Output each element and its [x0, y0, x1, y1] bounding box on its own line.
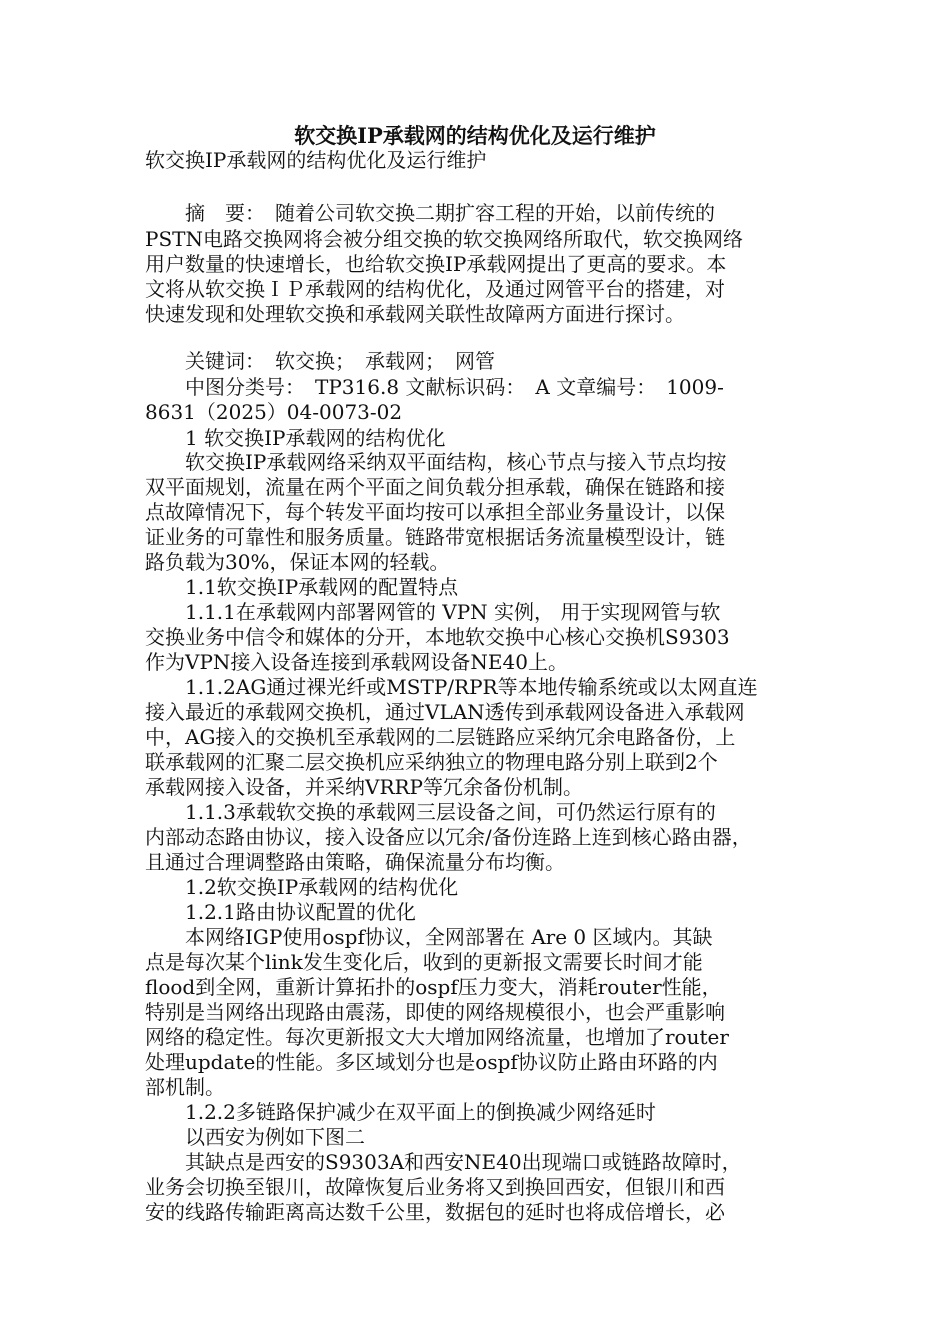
abstract-line: 用户数量的快速增长，也给软交换IP承载网提出了更高的要求。本 — [145, 252, 727, 276]
paragraph-line: 网络的稳定性。每次更新报文大大增加网络流量，也增加了router — [145, 1025, 729, 1049]
paragraph-line: 本网络IGP使用ospf协议，全网部署在 Are 0 区域内。其缺 — [145, 925, 713, 949]
paragraph-line: 证业务的可靠性和服务质量。链路带宽根据话务流量模型设计，链 — [145, 525, 725, 549]
paragraph-line: flood到全网，重新计算拓扑的ospf压力变大，消耗router性能， — [145, 975, 722, 999]
paragraph-line: 软交换IP承载网络采纳双平面结构，核心节点与接入节点均按 — [145, 450, 727, 474]
document-title: 软交换IP承载网的结构优化及运行维护 — [294, 123, 656, 148]
paragraph-line: 且通过合理调整路由策略，确保流量分布均衡。 — [145, 850, 565, 874]
paragraph-line: 交换业务中信令和媒体的分开，本地软交换中心核心交换机S9303 — [145, 625, 730, 649]
abstract-line: PSTN电路交换网将会被分组交换的软交换网络所取代，软交换网络 — [145, 227, 743, 251]
paragraph-line: 点故障情况下，每个转发平面均按可以承担全部业务量设计，以保 — [145, 500, 725, 524]
section-heading: 1.2.1路由协议配置的优化 — [145, 900, 416, 924]
document-subtitle: 软交换IP承载网的结构优化及运行维护 — [145, 148, 487, 172]
classification-line: 8631（2025）04-0073-02 — [145, 400, 403, 424]
paragraph-line: 1.1.2AG通过裸光纤或MSTP/RPR等本地传输系统或以太网直连 — [145, 675, 758, 699]
classification-line: 中图分类号： TP316.8 文献标识码： A 文章编号： 1009- — [145, 375, 724, 399]
section-heading: 1.2.2多链路保护减少在双平面上的倒换减少网络延时 — [145, 1100, 656, 1124]
paragraph-line: 1.1.3承载软交换的承载网三层设备之间，可仍然运行原有的 — [145, 800, 716, 824]
paragraph-line: 接入最近的承载网交换机，通过VLAN透传到承载网设备进入承载网 — [145, 700, 745, 724]
paragraph-line: 1.1.1在承载网内部署网管的 VPN 实例， 用于实现网管与软 — [145, 600, 721, 624]
paragraph-line: 中，AG接入的交换机至承载网的二层链路应采纳冗余电路备份，上 — [145, 725, 736, 749]
paragraph-line: 作为VPN接入设备连接到承载网设备NE40上。 — [145, 650, 568, 674]
abstract-line: 摘 要： 随着公司软交换二期扩容工程的开始，以前传统的 — [145, 201, 715, 225]
paragraph-line: 业务会切换至银川，故障恢复后业务将又到换回西安，但银川和西 — [145, 1175, 725, 1199]
paragraph-line: 部机制。 — [145, 1075, 225, 1099]
abstract-line: 文将从软交换ＩＰ承载网的结构优化，及通过网管平台的搭建，对 — [145, 277, 725, 301]
abstract-line: 快速发现和处理软交换和承载网关联性故障两方面进行探讨。 — [145, 302, 685, 326]
paragraph-line: 双平面规划，流量在两个平面之间负载分担承载，确保在链路和接 — [145, 475, 725, 499]
section-heading: 1 软交换IP承载网的结构优化 — [145, 426, 446, 450]
paragraph-line: 联承载网的汇聚二层交换机应采纳独立的物理电路分别上联到2个 — [145, 750, 718, 774]
paragraph-line: 承载网接入设备，并采纳VRRP等冗余备份机制。 — [145, 775, 584, 799]
paragraph-line: 点是每次某个link发生变化后，收到的更新报文需要长时间才能 — [145, 950, 703, 974]
section-heading: 1.1软交换IP承载网的配置特点 — [145, 575, 459, 599]
paragraph-line: 内部动态路由协议，接入设备应以冗余/备份连路上连到核心路由器， — [145, 825, 752, 849]
paragraph-line: 安的线路传输距离高达数千公里，数据包的延时也将成倍增长，必 — [145, 1200, 725, 1224]
section-heading: 1.2软交换IP承载网的结构优化 — [145, 875, 459, 899]
keywords-line: 关键词： 软交换； 承载网； 网管 — [145, 349, 495, 373]
paragraph-line: 以西安为例如下图二 — [145, 1125, 365, 1149]
paragraph-line: 路负载为30%，保证本网的轻载。 — [145, 550, 450, 574]
paragraph-line: 处理update的性能。多区域划分也是ospf协议防止路由环路的内 — [145, 1050, 718, 1074]
paragraph-line: 其缺点是西安的S9303A和西安NE40出现端口或链路故障时， — [145, 1150, 742, 1174]
paragraph-line: 特别是当网络出现路由震荡，即使的网络规模很小，也会严重影响 — [145, 1000, 725, 1024]
